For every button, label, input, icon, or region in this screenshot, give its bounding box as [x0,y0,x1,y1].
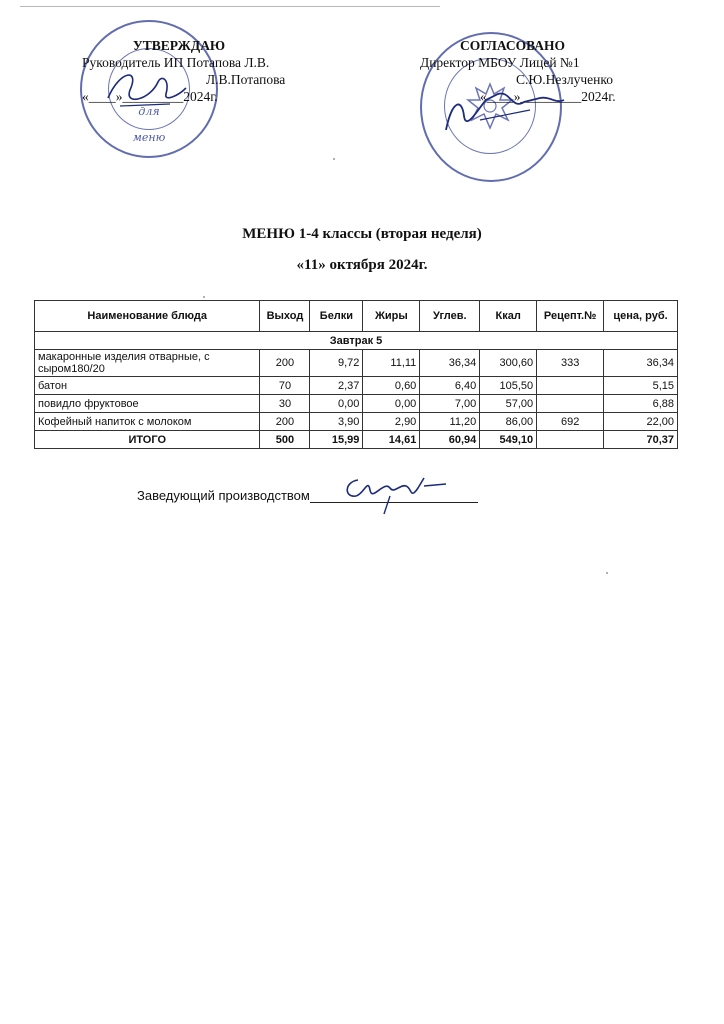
table-row [35,350,678,377]
cell-recipe: 333 [537,350,604,377]
table-row [35,413,678,431]
cell-protein: 0,00 [310,395,363,413]
col-header-name: Наименование блюда [35,301,260,332]
cell-yield: 70 [260,377,310,395]
stamp-text-menu: меню [132,131,166,144]
total-carbs: 60,94 [420,431,480,449]
cell-recipe: 692 [537,413,604,431]
total-recipe [537,431,604,449]
scan-speck [203,296,205,298]
agreed-position: Директор МБОУ Лицей №1 [420,55,580,70]
table-row [35,377,678,395]
col-header-yield: Выход [260,301,310,332]
section-row [35,332,678,350]
signature-right [440,80,570,140]
cell-dish: повидло фруктовое [35,395,260,413]
cell-kcal: 57,00 [480,395,537,413]
total-row [35,431,678,449]
col-header-carbs: Углев. [420,301,480,332]
cell-dish: батон [35,377,260,395]
cell-carbs: 11,20 [420,413,480,431]
cell-fat: 2,90 [363,413,420,431]
cell-price: 22,00 [604,413,678,431]
cell-yield: 200 [260,413,310,431]
cell-recipe [537,377,604,395]
approve-signature-name: Л.В.Потапова [206,72,286,87]
cell-fat: 0,60 [363,377,420,395]
cell-yield: 30 [260,395,310,413]
agreed-signature-name: С.Ю.Незлученко [516,72,613,87]
cell-protein: 9,72 [310,350,363,377]
agreed-heading: СОГЛАСОВАНО [459,38,566,53]
col-header-kcal: Ккал [480,301,537,332]
cell-price: 5,15 [604,377,678,395]
total-kcal: 549,10 [480,431,537,449]
total-fat: 14,61 [363,431,420,449]
cell-kcal: 105,50 [480,377,537,395]
cell-yield: 200 [260,350,310,377]
cell-dish: макаронные изделия отварные, с сыром180/20 [35,350,260,377]
menu-table [34,300,678,449]
agreed-date-line: «____»_________2024г. [480,89,616,104]
cell-recipe [537,395,604,413]
total-price: 70,37 [604,431,678,449]
scan-top-line [20,6,440,7]
total-label: ИТОГО [35,431,260,449]
cell-price: 36,34 [604,350,678,377]
section-title: Завтрак 5 [35,332,678,350]
table-header-row [35,301,678,332]
cell-fat: 0,00 [363,395,420,413]
menu-date: «11» октября 2024г. [296,257,428,273]
cell-carbs: 36,34 [420,350,480,377]
cell-kcal: 300,60 [480,350,537,377]
cell-protein: 2,37 [310,377,363,395]
col-header-protein: Белки [310,301,363,332]
cell-carbs: 7,00 [420,395,480,413]
menu-title: МЕНЮ 1-4 классы (вторая неделя) [242,226,482,242]
col-header-price: цена, руб. [604,301,678,332]
total-protein: 15,99 [310,431,363,449]
stamp-text-dlya: для [138,105,160,118]
table-row [35,395,678,413]
cell-price: 6,88 [604,395,678,413]
cell-protein: 3,90 [310,413,363,431]
signature-manager [340,466,450,516]
total-yield: 500 [260,431,310,449]
signature-left [100,60,190,120]
approve-position: Руководитель ИП Потапова Л.В. [82,55,270,70]
cell-carbs: 6,40 [420,377,480,395]
col-header-recipe: Рецепт.№ [537,301,604,332]
footer-label: Заведующий производством [137,488,310,503]
approve-date-line: «____»_________2024г. [82,89,218,104]
cell-fat: 11,11 [363,350,420,377]
col-header-fat: Жиры [363,301,420,332]
scan-speck [606,572,608,574]
approve-heading: УТВЕРЖДАЮ [132,38,226,53]
cell-kcal: 86,00 [480,413,537,431]
cell-dish: Кофейный напиток с молоком [35,413,260,431]
scan-speck [333,158,335,160]
